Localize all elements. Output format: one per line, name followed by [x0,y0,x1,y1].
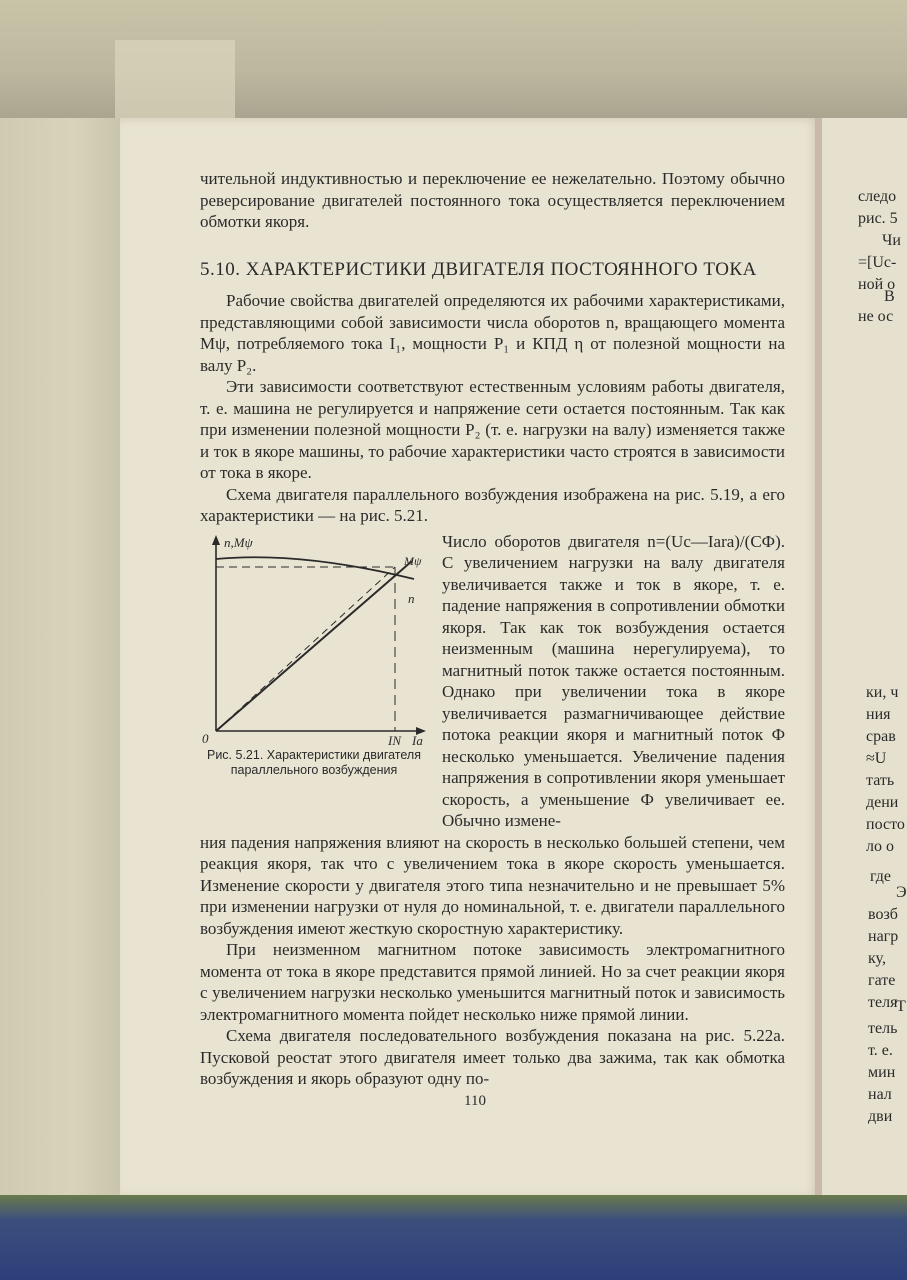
page-text [200,168,785,1090]
right-page-line: дви [868,1108,893,1125]
right-page-line: теля [868,994,898,1011]
paragraph: чительной индуктивностью и переключение ее нежелательно. Поэтому обычно реверсирование двигателей постоянного тока осуществляется переключением обмотки якоря. [200,169,785,231]
right-page-line: ки, ч [866,684,899,701]
right-page-line: ку, [868,950,886,967]
speed-curve-label: n [408,590,415,606]
right-page-line: не ос [858,308,894,325]
right-page-line: мин [868,1064,896,1081]
y-axis-arrow [212,535,220,545]
page-number: 110 [464,1093,486,1109]
right-page-line: Э [896,884,907,901]
y-axis-label: n,Mψ [224,534,253,550]
right-page-fragment [822,118,907,1198]
nominal-current-label: IN [388,732,401,746]
right-page-line: гате [868,972,896,989]
right-page-line: следо [858,188,897,205]
right-page-line: ло о [866,838,894,855]
right-page-line: нагр [868,928,899,945]
torque-curve-label: Mψ [404,553,422,568]
scan-tape-left [0,118,122,1198]
speed-curve [216,557,414,579]
paragraph: Эти зависимости соответствуют естественным условиям работы двигателя, т. е. машина не регулируется и напряжение сети остается постоянным. Так как при изменении полезной мощности P₂ (т. е. нагрузки на валу) изменяется также и ток в якоре машины, то рабочие характеристики часто строятся в зависимости от тока в якоре. [200,377,785,482]
torque-ideal-line [216,567,395,731]
right-page-line: ≈U [866,750,887,767]
x-axis-label: Ia [412,732,423,746]
right-page-line: дени [866,794,899,811]
right-page-line: рис. 5 [858,210,898,227]
figure-5-21 [200,531,428,832]
right-page-line: возб [868,906,898,923]
paragraph: Рабочие свойства двигателей определяются их рабочими характеристиками, представляющими собой зависимости числа оборотов n, вращающего момента Mψ, потребляемого тока I₁, мощности P₁ и КПД η от полезной мощности на валу P₂. [200,291,785,375]
scan-tape-top [115,40,235,130]
right-page-line: тель [868,1020,898,1037]
paragraph: При неизменном магнитном потоке зависимость электромагнитного момента от тока в якоре представится прямой линией. Но за счет реакции якоря с увеличением нагрузки несколько уменьшится магнитный поток и зависимость электромагнитного момента пойдет несколько ниже прямой линии. [200,940,785,1024]
right-page-line: =[Uc- [858,254,897,271]
origin-label: 0 [202,730,209,746]
torque-curve [216,561,412,731]
right-page-line: где [870,868,892,885]
figure-side-text: Число оборотов двигателя n=(Uc—Iara)/(CФ). С увеличением нагрузки на валу двигателя увеличивается также и ток в якоре, т. е. падение напряжения в сопротивлении обмотки якоря. Так как ток возбуждения остается неизменным (машина нерегулируема), то магнитный поток также остается постоянным. Однако при увеличении тока в якоре увеличивается размагничивающее действие потока реакции якоря и магнитный поток Ф несколько уменьшается. Увеличение падения напряжения в сопротивлении якоря уменьшает скорость, а уменьшение Ф увеличивает ее. Обычно измене- [442,531,785,830]
paragraph: ния падения напряжения влияют на скорость в несколько большей степени, чем реакция якоря, так что с увеличением тока в якоре скорость уменьшается. Изменение скорости у двигателя этого типа незначительно и не превышает 5% при изменении нагрузки от нуля до номинальной, т. е. двигатели параллельного возбуждения имеют жесткую скоростную характеристику. [200,832,785,938]
scan-background-bottom [0,1195,907,1280]
figure-caption: Рис. 5.21. Характеристики двигателя параллельного возбуждения [206,747,421,777]
right-page-line: срав [866,728,896,745]
right-page-line: нал [868,1086,892,1103]
right-page-line: тать [866,772,895,789]
right-page-line: ния [866,706,891,723]
right-page-line: ной о [858,276,896,293]
right-page-line: посто [866,816,905,833]
paragraph: Схема двигателя параллельного возбуждения изображена на рис. 5.19, а его характеристики — на рис. 5.21. [200,484,785,525]
right-page-line: Т [896,998,906,1015]
right-page-line: т. е. [868,1042,893,1059]
section-heading: 5.10. ХАРАКТЕРИСТИКИ ДВИГАТЕЛЯ ПОСТОЯННОГО ТОКА [200,258,757,280]
right-page-line: Чи [882,232,901,249]
figure-block [200,531,785,832]
right-page-line: В [884,288,895,305]
paragraph: Схема двигателя последовательного возбуждения показана на рис. 5.22а. Пусковой реостат этого двигателя имеет только два зажима, так как обмотка возбуждения и якорь образуют одну по- [200,1026,785,1088]
characteristics-diagram [200,531,428,746]
